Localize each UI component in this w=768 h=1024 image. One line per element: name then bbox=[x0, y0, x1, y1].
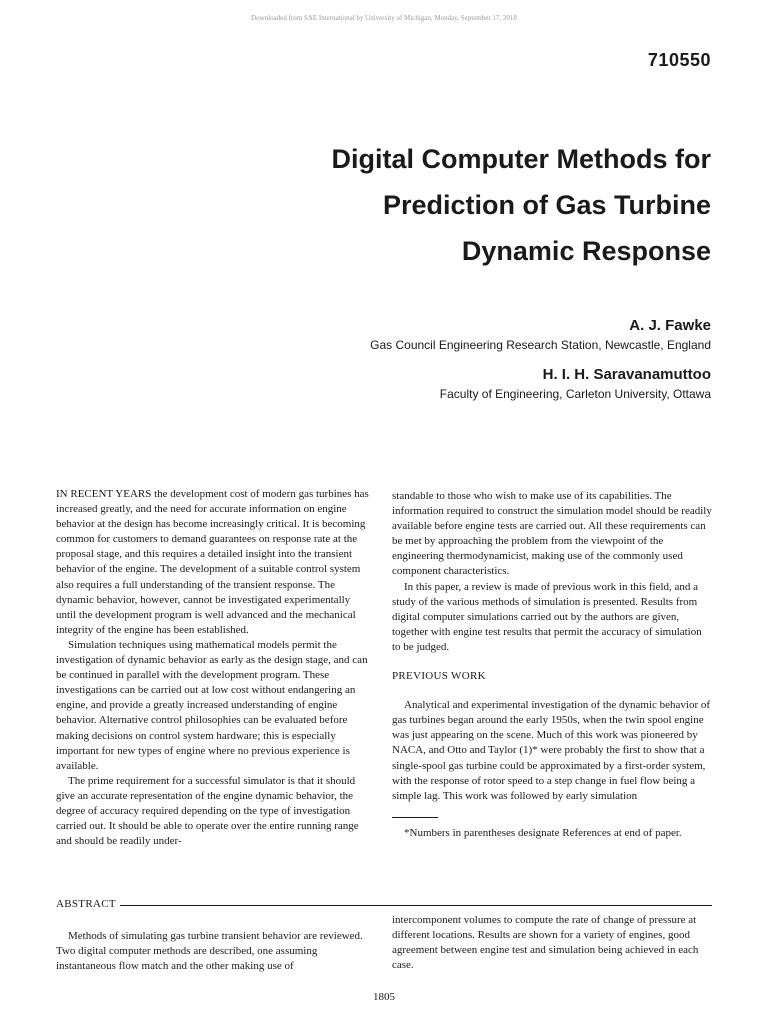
title-line: Digital Computer Methods for bbox=[331, 144, 711, 174]
paper-title bbox=[111, 136, 711, 274]
download-watermark: Downloaded from SAE International by University of Michigan, Monday, September 17, 2018 bbox=[251, 14, 517, 22]
body-paragraph: In this paper, a review is made of previous work in this field, and a study of the various methods of simulation is presented. Results from digital computer simulations carried out by the authors are given, together with engine test results that permit the accuracy of simulation to be judged. bbox=[392, 580, 702, 653]
author-block bbox=[370, 316, 711, 354]
body-column-right bbox=[392, 489, 712, 841]
abstract-heading-row bbox=[56, 898, 712, 910]
body-paragraph: IN RECENT YEARS the development cost of modern gas turbines has increased greatly, and the need for accurate information on engine behavior at the design has become increasingly critical. It is becoming common for customers to demand guarantees on response rate at the proposal stage, and this requires a detailed insight into the transient behavior of the engine. The development of a suitable control system also requires a full understanding of the transient response. The dynamic behavior, however, cannot be investigated experimentally until the development program is well advanced and the mechanical integrity of the engine has been established. bbox=[56, 488, 369, 636]
author-block bbox=[440, 365, 711, 403]
section-heading: PREVIOUS WORK bbox=[392, 670, 486, 683]
body-paragraph: standable to those who wish to make use of its capabilities. The information required to construct the simulation model should be readily available before engine tests are carried out. All these requirements can be met by approaching the problem from the viewpoint of the engineering thermodynamicist, making use of the commonly used component characteristics. bbox=[392, 490, 712, 578]
author-affiliation: Gas Council Engineering Research Station, Newcastle, England bbox=[370, 338, 711, 352]
footnote-divider bbox=[392, 817, 438, 818]
title-line: Prediction of Gas Turbine bbox=[382, 190, 711, 220]
body-column-left bbox=[56, 487, 372, 849]
body-paragraph: Analytical and experimental investigation of the dynamic behavior of gas turbines began around the early 1950s, when the twin spool engine was just appearing on the scene. Much of this work was pioneered by NACA, and Otto and Taylor (1)* were probably the first to show that a single-spool gas turbine could be approximated by a first-order system, with the response of rotor speed to a step change in fuel flow being a simple lag. This work was followed by early simulation bbox=[392, 699, 711, 802]
footnote: *Numbers in parentheses designate References at end of paper. bbox=[404, 826, 682, 839]
author-affiliation: Faculty of Engineering, Carleton University, Ottawa bbox=[439, 387, 711, 401]
page-number: 1805 bbox=[373, 991, 395, 1003]
abstract-text: Methods of simulating gas turbine transient behavior are reviewed. Two digital computer methods are described, one assuming instantaneous flow match and the other making use of bbox=[56, 930, 363, 973]
body-paragraph: Simulation techniques using mathematical models permit the investigation of dynamic behavior as early as the design stage, and can be continued in parallel with the development program. These investigations can be carried out at low cost without endangering an engine, and provide a greatly increased understanding of engine behavior. Alternative control philosophies can be evaluated before making decisions on control system hardware; this is especially important for new types of engine where no previous experience is available. bbox=[56, 638, 368, 772]
author-name: H. I. H. Saravanamuttoo bbox=[542, 366, 711, 383]
abstract-column-left bbox=[56, 929, 372, 974]
author-name: A. J. Fawke bbox=[629, 317, 711, 334]
title-line: Dynamic Response bbox=[461, 236, 711, 266]
body-paragraph: The prime requirement for a successful simulator is that it should give an accurate representation of the engine dynamic behavior, the degree of accuracy required depending on the type of investigation carried out. It should be able to operate over the entire running range and should be readily under- bbox=[56, 774, 359, 848]
abstract-divider bbox=[120, 905, 712, 906]
abstract-heading: ABSTRACT bbox=[56, 898, 116, 910]
paper-number: 710550 bbox=[647, 50, 711, 70]
abstract-text: intercomponent volumes to compute the rate of change of pressure at different locations. Results are shown for a variety of engines, good agreement between engine test and simulation being achieved in each case. bbox=[392, 914, 699, 972]
abstract-column-right bbox=[392, 913, 712, 973]
